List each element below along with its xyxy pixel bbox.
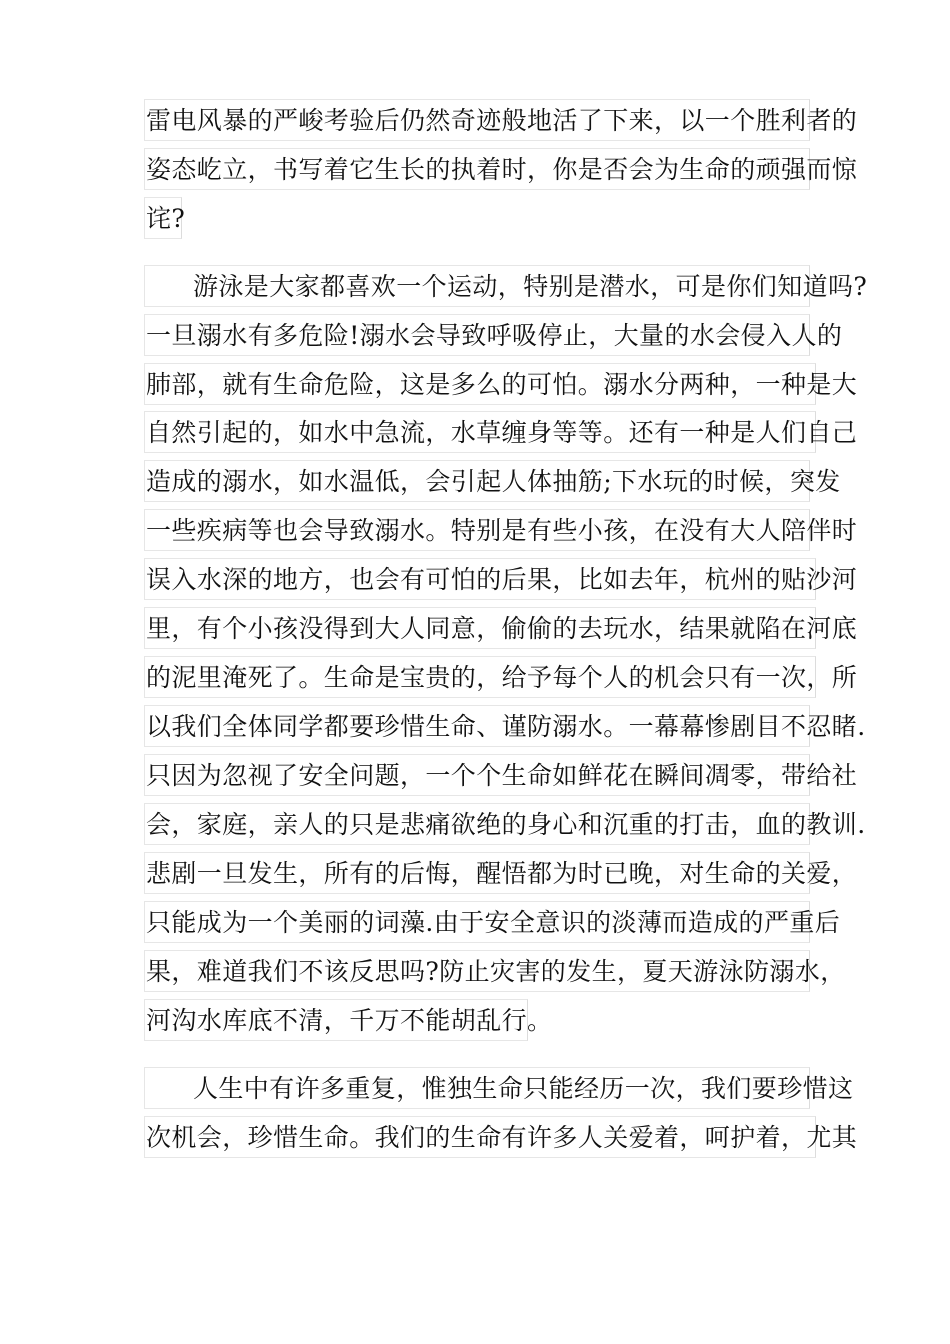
paragraph-2-line-14: 只能成为一个美丽的词藻.由于安全意识的淡薄而造成的严重后 — [144, 901, 810, 943]
paragraph-3-line-1: 人生中有许多重复，惟独生命只能经历一次，我们要珍惜这 — [144, 1067, 810, 1109]
paragraph-1-line-3: 诧? — [144, 197, 182, 239]
paragraph-2-line-11: 只因为忽视了安全问题，一个个生命如鲜花在瞬间凋零，带给社 — [144, 754, 810, 796]
paragraph-2-line-2: 一旦溺水有多危险!溺水会导致呼吸停止，大量的水会侵入人的 — [144, 314, 810, 356]
paragraph-2-line-3: 肺部，就有生命危险，这是多么的可怕。溺水分两种，一种是大 — [144, 363, 816, 405]
paragraph-2-line-4: 自然引起的，如水中急流，水草缠身等等。还有一种是人们自己 — [144, 411, 816, 453]
paragraph-1-line-1: 雷电风暴的严峻考验后仍然奇迹般地活了下来，以一个胜利者的 — [144, 99, 810, 141]
paragraph-2-line-8: 里，有个小孩没得到大人同意，偷偷的去玩水，结果就陷在河底 — [144, 607, 816, 649]
paragraph-2-line-1: 游泳是大家都喜欢一个运动，特别是潜水，可是你们知道吗? — [144, 265, 810, 307]
paragraph-1-line-2: 姿态屹立，书写着它生长的执着时，你是否会为生命的顽强而惊 — [144, 148, 810, 190]
paragraph-2-line-15: 果，难道我们不该反思吗?防止灾害的发生，夏天游泳防溺水， — [144, 950, 810, 992]
paragraph-2-line-12: 会，家庭，亲人的只是悲痛欲绝的身心和沉重的打击，血的教训. — [144, 803, 810, 845]
paragraph-2-line-6: 一些疾病等也会导致溺水。特别是有些小孩，在没有大人陪伴时 — [144, 509, 810, 551]
paragraph-3-line-2: 次机会，珍惜生命。我们的生命有许多人关爱着，呵护着，尤其 — [144, 1116, 816, 1158]
paragraph-2-line-9: 的泥里淹死了。生命是宝贵的，给予每个人的机会只有一次，所 — [144, 656, 816, 698]
paragraph-2-line-7: 误入水深的地方，也会有可怕的后果，比如去年，杭州的贴沙河 — [144, 558, 816, 600]
paragraph-2-line-16: 河沟水库底不清，千万不能胡乱行。 — [144, 999, 528, 1041]
paragraph-2-line-5: 造成的溺水，如水温低，会引起人体抽筋;下水玩的时候，突发 — [144, 460, 810, 502]
paragraph-2-line-10: 以我们全体同学都要珍惜生命、谨防溺水。一幕幕惨剧目不忍睹. — [144, 705, 810, 747]
paragraph-2-line-13: 悲剧一旦发生，所有的后悔，醒悟都为时已晚，对生命的关爱， — [144, 852, 810, 894]
